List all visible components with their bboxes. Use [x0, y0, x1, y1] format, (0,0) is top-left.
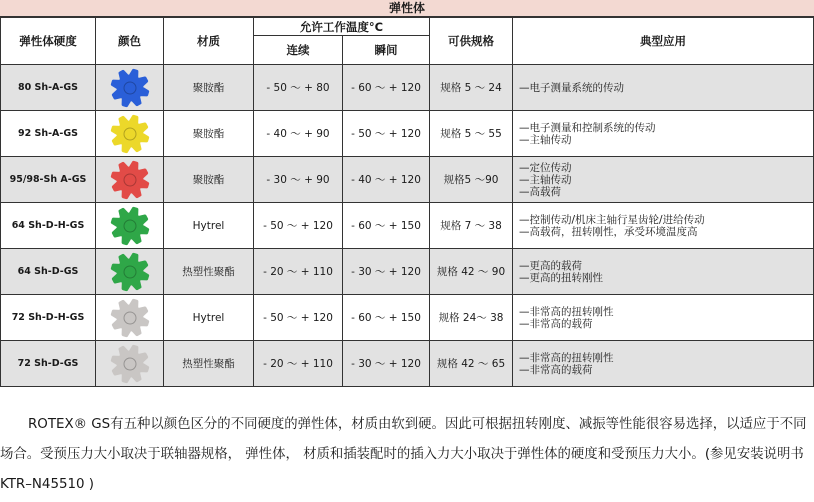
material-cell: 聚胺酯 [164, 157, 254, 203]
color-cell [96, 341, 164, 387]
table-title: 弹性体 [0, 0, 814, 17]
color-cell [96, 111, 164, 157]
color-cell [96, 203, 164, 249]
elastomer-spider-icon [110, 160, 150, 200]
material-cell: 聚胺酯 [164, 65, 254, 111]
header-instant: 瞬间 [343, 36, 430, 65]
material-cell: 聚胺酯 [164, 111, 254, 157]
application-line: —主轴传动 [519, 173, 572, 186]
application-cell [513, 157, 814, 203]
application-line: —更高的载荷 [519, 259, 583, 272]
hardness-cell: 72 Sh-D-H-GS [1, 295, 96, 341]
instant-temp-cell: - 30 ～ + 120 [343, 249, 430, 295]
application-cell [513, 203, 814, 249]
continuous-temp-cell: - 30 ～ + 90 [254, 157, 343, 203]
material-cell: Hytrel [164, 295, 254, 341]
sizes-cell: 规格 24～ 38 [430, 295, 513, 341]
hardness-cell: 64 Sh-D-H-GS [1, 203, 96, 249]
continuous-temp-cell: - 40 ～ + 90 [254, 111, 343, 157]
color-cell [96, 157, 164, 203]
hardness-cell: 72 Sh-D-GS [1, 341, 96, 387]
table-row [1, 249, 814, 295]
header-hardness: 弹性体硬度 [1, 18, 96, 65]
header-sizes: 可供规格 [430, 18, 513, 65]
elastomer-spider-icon [110, 114, 150, 154]
description-paragraph [0, 410, 814, 500]
sizes-cell: 规格 42 ～ 90 [430, 249, 513, 295]
table-row [1, 295, 814, 341]
application-line: —非常高的载荷 [519, 363, 593, 376]
color-cell [96, 249, 164, 295]
application-cell [513, 111, 814, 157]
elastomer-spec-table [0, 17, 814, 387]
color-cell [96, 295, 164, 341]
elastomer-spider-icon [110, 68, 150, 108]
application-line: —更高的扭转刚性 [519, 271, 604, 284]
header-temperature: 允许工作温度°C [254, 18, 430, 36]
material-cell: 热塑性聚酯 [164, 341, 254, 387]
description-text: ROTEX® GS有五种以颜色区分的不同硬度的弹性体，材质由软到硬。因此可根据扭转刚度、减振等性能很容易选择，以适应于不同场合。受预压力大小取决于联轴器规格， 弹性体， 材质和插装配时的插入力大小取决于弹性体的硬度和受预压力大小。(参见安装说明书KTR–N45510 ) [0, 417, 807, 492]
application-cell [513, 341, 814, 387]
table-row [1, 157, 814, 203]
continuous-temp-cell: - 50 ～ + 120 [254, 295, 343, 341]
continuous-temp-cell: - 20 ～ + 110 [254, 249, 343, 295]
application-cell [513, 65, 814, 111]
application-line: —主轴传动 [519, 133, 572, 146]
application-cell [513, 295, 814, 341]
application-line: —控制传动/机床主轴行星齿轮/进给传动 [519, 213, 705, 226]
sizes-cell: 规格 5 ～ 24 [430, 65, 513, 111]
continuous-temp-cell: - 50 ～ + 120 [254, 203, 343, 249]
instant-temp-cell: - 60 ～ + 150 [343, 295, 430, 341]
continuous-temp-cell: - 50 ～ + 80 [254, 65, 343, 111]
table-row [1, 203, 814, 249]
color-cell [96, 65, 164, 111]
material-cell: 热塑性聚酯 [164, 249, 254, 295]
application-line: —电子测量系统的传动 [519, 81, 625, 94]
table-row [1, 341, 814, 387]
continuous-temp-cell: - 20 ～ + 110 [254, 341, 343, 387]
header-continuous: 连续 [254, 36, 343, 65]
application-line: —高载荷，扭转刚性，承受环境温度高 [519, 225, 698, 238]
elastomer-spider-icon [110, 252, 150, 292]
application-cell [513, 249, 814, 295]
instant-temp-cell: - 40 ～ + 120 [343, 157, 430, 203]
sizes-cell: 规格5 ～90 [430, 157, 513, 203]
application-line: —非常高的载荷 [519, 317, 593, 330]
application-line: —非常高的扭转刚性 [519, 305, 614, 318]
table-row [1, 65, 814, 111]
instant-temp-cell: - 50 ～ + 120 [343, 111, 430, 157]
elastomer-spider-icon [110, 206, 150, 246]
sizes-cell: 规格 7 ～ 38 [430, 203, 513, 249]
hardness-cell: 95/98-Sh A-GS [1, 157, 96, 203]
header-application: 典型应用 [513, 18, 814, 65]
sizes-cell: 规格 5 ～ 55 [430, 111, 513, 157]
hardness-cell: 64 Sh-D-GS [1, 249, 96, 295]
instant-temp-cell: - 60 ～ + 150 [343, 203, 430, 249]
material-cell: Hytrel [164, 203, 254, 249]
header-material: 材质 [164, 18, 254, 65]
hardness-cell: 92 Sh-A-GS [1, 111, 96, 157]
application-line: —非常高的扭转刚性 [519, 351, 614, 364]
elastomer-spider-icon [110, 344, 150, 384]
instant-temp-cell: - 30 ～ + 120 [343, 341, 430, 387]
header-color: 颜色 [96, 18, 164, 65]
application-line: —电子测量和控制系统的传动 [519, 121, 656, 134]
sizes-cell: 规格 42 ～ 65 [430, 341, 513, 387]
hardness-cell: 80 Sh-A-GS [1, 65, 96, 111]
application-line: —高载荷 [519, 185, 562, 198]
elastomer-spider-icon [110, 298, 150, 338]
application-line: —定位传动 [519, 161, 572, 174]
table-row [1, 111, 814, 157]
instant-temp-cell: - 60 ～ + 120 [343, 65, 430, 111]
